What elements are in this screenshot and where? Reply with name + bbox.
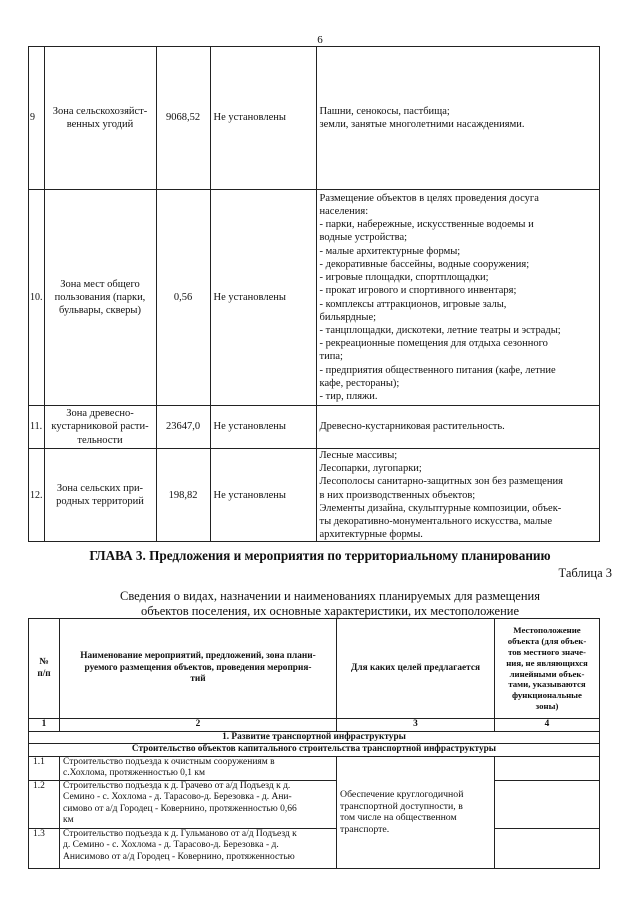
zone-area: 0,56: [156, 190, 210, 406]
header-location: [495, 619, 600, 719]
text-line: Размещение объектов в целях проведения досуга: [319, 192, 539, 204]
header-goal: Для каких целей предлагается: [337, 619, 495, 719]
text-line: транспорте.: [340, 823, 390, 835]
text-line: Местоположение: [513, 625, 581, 636]
text-line: кафе, рестораны);: [319, 377, 400, 389]
chapter-title: ГЛАВА 3. Предложения и мероприятия по территориальному планированию: [89, 548, 551, 563]
zone-uses: [316, 47, 600, 190]
text-line: Лесопарки, лугопарки;: [319, 463, 422, 475]
text-line: населения:: [319, 206, 369, 218]
header-num: [29, 619, 60, 719]
text-line: км: [63, 815, 74, 825]
text-line: линейными объек-: [509, 668, 585, 679]
location-cell: [495, 780, 600, 828]
row-number: 1.2: [29, 780, 60, 828]
text-line: венных угодий: [66, 119, 134, 130]
table-caption: [70, 589, 590, 619]
zone-row: [29, 47, 600, 190]
text-line: Зона сельскохозяйст-: [52, 105, 148, 117]
text-line: Лесополосы санитарно-защитных зон без размещения: [319, 476, 563, 488]
text-line: том числе на общественном: [340, 812, 457, 823]
text-line: Строительство подъезда к очистным сооружениям в: [63, 756, 275, 767]
goal-cell: [337, 756, 495, 868]
text-line: д. Семино - с. Хохлома - д. Тарасово-д. Березовка - д.: [63, 840, 279, 850]
zone-number: 11.: [29, 406, 45, 449]
zone-row: [29, 406, 600, 449]
text-line: транспортной доступности, в: [340, 800, 463, 812]
text-line: типа;: [319, 351, 343, 363]
text-line: - рекреационные помещения для отдыха сезонного: [319, 338, 548, 350]
zone-area: 23647,0: [156, 406, 210, 449]
text-line: - комплексы аттракционов, игровые залы,: [319, 298, 507, 310]
text-line: зоны): [535, 700, 559, 711]
col-number: 4: [495, 719, 600, 732]
zone-regulation: Не установлены: [210, 406, 316, 449]
zones-table: [28, 46, 600, 542]
text-line: водные устройства;: [319, 232, 408, 244]
text-line: земли, занятые многолетними насаждениями.: [319, 119, 525, 130]
zone-row: [29, 190, 600, 406]
zone-uses: [316, 406, 600, 449]
text-line: - танцплощадки, дискотеки, летние театры и эстрады;: [319, 324, 561, 336]
text-line: - тир, пляжи.: [319, 390, 378, 402]
text-line: тельности: [77, 434, 123, 446]
page-number: 6: [317, 34, 323, 46]
text-line: ты декоративно-монументального искусства, малые: [319, 516, 552, 528]
text-line: - предприятия общественного питания (кафе, летние: [319, 364, 556, 376]
zone-regulation: Не установлены: [210, 190, 316, 406]
col-number: 1: [29, 719, 60, 732]
location-cell: [495, 756, 600, 780]
text-line: - декоративные бассейны, водные сооружения;: [319, 258, 530, 270]
text-line: Пашни, сенокосы, пастбища;: [319, 105, 450, 117]
table-label: Таблица 3: [558, 566, 612, 580]
text-line: в них производственных объектов;: [319, 489, 476, 501]
zone-area: 198,82: [156, 449, 210, 542]
text-line: бульвары, скверы): [59, 305, 141, 317]
section-heading: 1. Развитие транспортной инфраструктуры: [29, 731, 600, 744]
zone-regulation: Не установлены: [210, 449, 316, 542]
text-line: пользования (парки,: [54, 291, 146, 303]
text-line: №: [39, 657, 49, 667]
caption-line: Сведения о видах, назначении и наименованиях планируемых для размещения: [119, 589, 540, 603]
zone-name: [44, 190, 156, 406]
header-name: [60, 619, 337, 719]
text-line: - прокат игрового и спортивного инвентаря;: [319, 285, 517, 297]
zone-area: 9068,52: [156, 47, 210, 190]
text-line: п/п: [37, 668, 51, 679]
text-line: - малые архитектурные формы;: [319, 245, 461, 257]
text-line: Зона сельских при-: [56, 483, 144, 494]
location-cell: [495, 828, 600, 868]
text-line: бильярдные;: [319, 311, 377, 323]
caption-line: объектов поселения, их основные характеристики, их местоположение: [140, 604, 520, 618]
col-number: 3: [337, 719, 495, 732]
zone-name: [44, 406, 156, 449]
text-line: руемого размещения объектов, проведения мероприя-: [84, 662, 312, 673]
text-line: Строительство подъезда к д. Гульманово от а/д Подъезд к: [63, 828, 297, 839]
text-line: Зона мест общего: [60, 278, 140, 290]
text-line: родных территорий: [56, 496, 144, 508]
col-number: 2: [60, 719, 337, 732]
text-line: симово от а/д Городец - Ковернино, протяженностью 0,66: [63, 803, 297, 814]
text-line: - игровые площадки, спортплощадки;: [319, 272, 489, 284]
row-number: 1.3: [29, 828, 60, 868]
text-line: тами, указываются: [508, 679, 586, 690]
text-line: объекта (для объек-: [507, 636, 587, 647]
text-line: ния, не являющихся: [506, 657, 588, 668]
zone-name: [44, 47, 156, 190]
text-line: с.Хохлома, протяженностью 0,1 км: [63, 768, 206, 778]
text-line: архитектурные формы.: [319, 529, 423, 541]
zone-row: [29, 449, 600, 542]
text-line: Обеспечение круглогодичной: [340, 789, 464, 800]
zone-number: 12.: [29, 449, 45, 542]
text-line: Зона древесно-: [66, 408, 134, 420]
zone-regulation: Не установлены: [210, 47, 316, 190]
text-line: тий: [190, 674, 206, 685]
row-text: [60, 756, 337, 780]
text-line: кустарниковой расти-: [51, 421, 149, 433]
zone-name: [44, 449, 156, 542]
text-line: Наименование мероприятий, предложений, зона плани-: [80, 651, 316, 662]
text-line: Древесно-кустарниковая растительность.: [319, 421, 505, 433]
zone-uses: [316, 190, 600, 406]
planned-objects-table: [28, 618, 600, 869]
row-text: [60, 828, 337, 868]
text-line: - парки, набережные, искусственные водоемы и: [319, 219, 534, 231]
zone-number: 9: [29, 47, 45, 190]
text-line: Строительство подъезда к д. Грачево от а/д Подъезд к д.: [63, 780, 291, 791]
text-line: функциональные: [512, 690, 582, 701]
zone-uses: [316, 449, 600, 542]
zone-number: 10.: [29, 190, 45, 406]
text-line: Лесные массивы;: [319, 450, 398, 461]
row-number: 1.1: [29, 756, 60, 780]
text-line: Семино - с. Хохлома - д. Тарасово-д. Березовка - д. Ани-: [63, 792, 292, 802]
row-text: [60, 780, 337, 828]
text-line: тов местного значе-: [508, 646, 586, 657]
subsection-heading: Строительство объектов капитального строительства транспортной инфраструктуры: [29, 744, 600, 757]
text-line: Анисимово от а/д Городец - Ковернино, протяженностью: [63, 851, 295, 862]
text-line: Элементы дизайна, скульптурные композиции, объек-: [319, 502, 562, 514]
